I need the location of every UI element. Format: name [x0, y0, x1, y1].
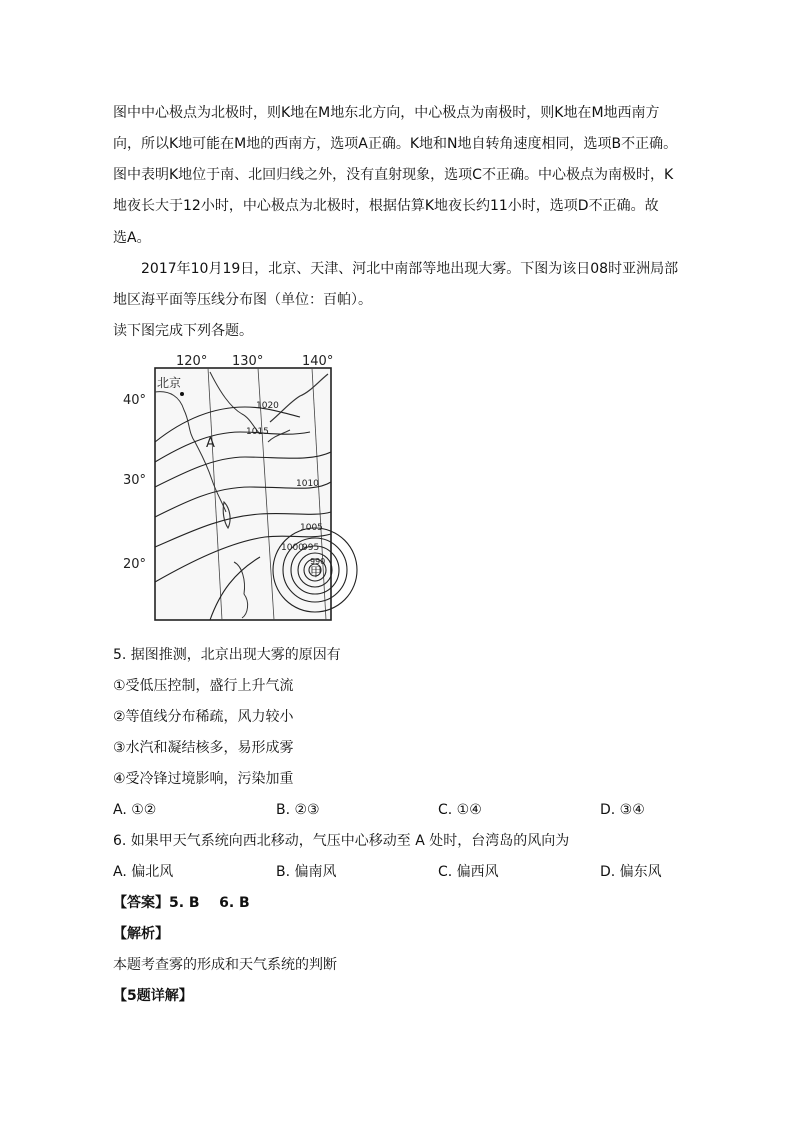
- instruction-line: 读下图完成下列各题。: [113, 323, 253, 339]
- system-center-label: 甲: [310, 565, 323, 579]
- lon-label: 130°: [232, 354, 264, 369]
- isobar-value: 990: [310, 557, 326, 566]
- q6-option-d: D. 偏东风: [600, 864, 662, 880]
- isobar-value: 1015: [246, 427, 269, 437]
- isobar-value: 1000: [281, 543, 304, 553]
- q5-stem: 5. 据图推测，北京出现大雾的原因有: [113, 647, 341, 663]
- city-label: 北京: [157, 376, 182, 390]
- intro-line: 地区海平面等压线分布图（单位：百帕）。: [113, 292, 372, 308]
- beijing-marker: [180, 392, 184, 396]
- paragraph-line: 向，所以K地可能在M地的西南方，选项A正确。K地和N地自转角速度相同，选项B不正确。: [113, 136, 678, 152]
- analysis-text: 本题考查雾的形成和天气系统的判断: [113, 957, 337, 973]
- q5-option-c: C. ①④: [438, 802, 482, 818]
- isobar-value: 995: [302, 543, 320, 553]
- q5-item: ③水汽和凝结核多，易形成雾: [113, 740, 294, 756]
- isobar-value: 1010: [296, 479, 319, 489]
- q5-item: ②等值线分布稀疏，风力较小: [113, 709, 294, 725]
- paragraph-line: 图中中心极点为北极时，则K地在M地东北方向，中心极点为南极时，则K地在M地西南方: [113, 105, 660, 121]
- answer-line: 【答案】5. B 6. B: [113, 895, 250, 911]
- q5-option-a: A. ①②: [113, 802, 157, 818]
- analysis-heading: 【解析】: [113, 926, 169, 942]
- q5-option-d: D. ③④: [600, 802, 645, 818]
- q5-option-b: B. ②③: [276, 802, 320, 818]
- q6-stem: 6. 如果甲天气系统向西北移动，气压中心移动至 A 处时，台湾岛的风向为: [113, 833, 570, 849]
- lon-label: 120°: [176, 354, 208, 369]
- lat-label: 40°: [123, 393, 147, 408]
- isobar-map: [123, 352, 340, 624]
- lat-label: 30°: [123, 473, 147, 488]
- isobar-value: 1005: [300, 523, 323, 533]
- paragraph-line: 地夜长大于12小时，中心极点为北极时，根据估算K地夜长约11小时，选项D不正确。故: [113, 198, 659, 214]
- q6-option-b: B. 偏南风: [276, 864, 337, 880]
- q6-option-a: A. 偏北风: [113, 864, 174, 880]
- point-a-label: A: [206, 436, 215, 451]
- isobar-value: 1020: [256, 401, 279, 411]
- lon-label: 140°: [302, 354, 334, 369]
- intro-line: 2017年10月19日，北京、天津、河北中南部等地出现大雾。下图为该日08时亚洲局部: [141, 261, 679, 277]
- paragraph-line: 图中表明K地位于南、北回归线之外，没有直射现象，选项C不正确。中心极点为南极时，K: [113, 167, 674, 183]
- detail-heading: 【5题详解】: [113, 988, 193, 1004]
- q6-option-c: C. 偏西风: [438, 864, 499, 880]
- q5-item: ④受冷锋过境影响，污染加重: [113, 771, 294, 787]
- q5-item: ①受低压控制，盛行上升气流: [113, 678, 294, 694]
- map-frame: [155, 368, 331, 620]
- paragraph-line: 选A。: [113, 230, 151, 246]
- lat-label: 20°: [123, 557, 147, 572]
